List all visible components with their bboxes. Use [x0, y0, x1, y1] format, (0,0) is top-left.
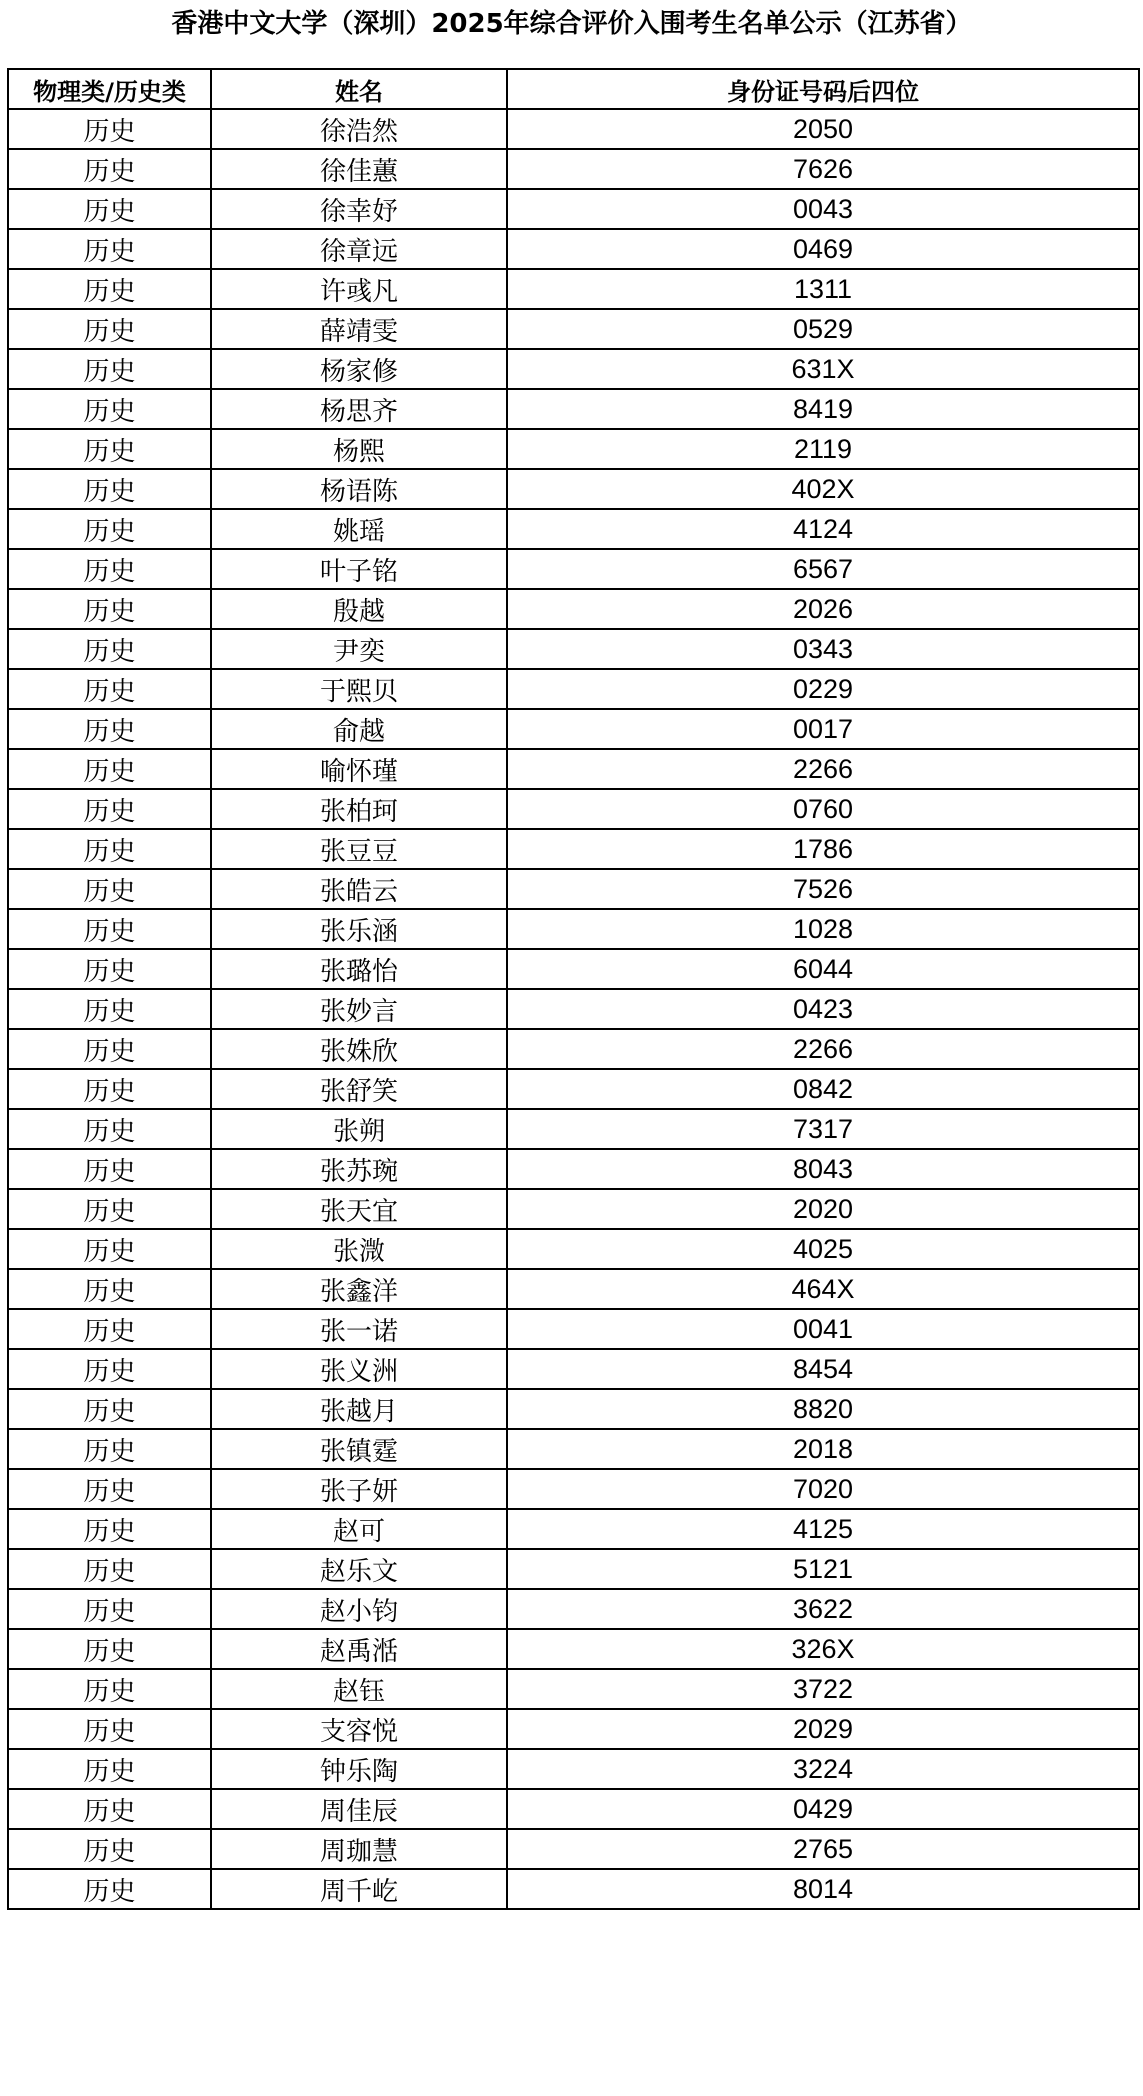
cell-subject-type: 历史 [8, 1589, 211, 1629]
cell-name: 徐佳蕙 [211, 149, 507, 189]
cell-id-last-four: 0423 [507, 989, 1139, 1029]
cell-name: 张苏琬 [211, 1149, 507, 1189]
cell-id-last-four: 631X [507, 349, 1139, 389]
table-row [8, 1229, 1139, 1269]
cell-subject-type: 历史 [8, 1869, 211, 1909]
cell-subject-type: 历史 [8, 1269, 211, 1309]
header-id-last-four: 身份证号码后四位 [507, 69, 1139, 109]
cell-name: 徐章远 [211, 229, 507, 269]
table-row [8, 1269, 1139, 1309]
table-row [8, 829, 1139, 869]
table-row [8, 1509, 1139, 1549]
cell-name: 张柏珂 [211, 789, 507, 829]
cell-name: 薛靖雯 [211, 309, 507, 349]
table-row [8, 109, 1139, 149]
cell-name: 张璐怡 [211, 949, 507, 989]
cell-name: 徐浩然 [211, 109, 507, 149]
cell-subject-type: 历史 [8, 1229, 211, 1269]
table-row [8, 349, 1139, 389]
cell-subject-type: 历史 [8, 1389, 211, 1429]
cell-subject-type: 历史 [8, 1069, 211, 1109]
cell-id-last-four: 7020 [507, 1469, 1139, 1509]
cell-subject-type: 历史 [8, 949, 211, 989]
cell-name: 支容悦 [211, 1709, 507, 1749]
cell-id-last-four: 0760 [507, 789, 1139, 829]
cell-name: 尹奕 [211, 629, 507, 669]
cell-id-last-four: 0041 [507, 1309, 1139, 1349]
table-row [8, 229, 1139, 269]
table-row [8, 669, 1139, 709]
cell-name: 张乐涵 [211, 909, 507, 949]
cell-id-last-four: 2026 [507, 589, 1139, 629]
cell-name: 赵可 [211, 1509, 507, 1549]
cell-name: 张天宜 [211, 1189, 507, 1229]
cell-id-last-four: 6567 [507, 549, 1139, 589]
cell-name: 周珈慧 [211, 1829, 507, 1869]
table-row [8, 1029, 1139, 1069]
cell-id-last-four: 2266 [507, 1029, 1139, 1069]
table-row [8, 1149, 1139, 1189]
cell-id-last-four: 326X [507, 1629, 1139, 1669]
cell-id-last-four: 402X [507, 469, 1139, 509]
cell-subject-type: 历史 [8, 1189, 211, 1229]
table-row [8, 629, 1139, 669]
cell-subject-type: 历史 [8, 629, 211, 669]
cell-subject-type: 历史 [8, 549, 211, 589]
cell-id-last-four: 464X [507, 1269, 1139, 1309]
table-row [8, 1109, 1139, 1149]
cell-name: 杨语陈 [211, 469, 507, 509]
cell-id-last-four: 2020 [507, 1189, 1139, 1229]
cell-subject-type: 历史 [8, 1509, 211, 1549]
cell-subject-type: 历史 [8, 309, 211, 349]
cell-name: 许彧凡 [211, 269, 507, 309]
cell-subject-type: 历史 [8, 149, 211, 189]
cell-id-last-four: 5121 [507, 1549, 1139, 1589]
cell-name: 周佳辰 [211, 1789, 507, 1829]
table-row [8, 469, 1139, 509]
table-row [8, 589, 1139, 629]
cell-subject-type: 历史 [8, 589, 211, 629]
cell-name: 赵禹湉 [211, 1629, 507, 1669]
table-row [8, 1389, 1139, 1429]
cell-id-last-four: 3224 [507, 1749, 1139, 1789]
cell-subject-type: 历史 [8, 1789, 211, 1829]
cell-name: 俞越 [211, 709, 507, 749]
cell-subject-type: 历史 [8, 1029, 211, 1069]
cell-id-last-four: 4125 [507, 1509, 1139, 1549]
table-row [8, 869, 1139, 909]
cell-subject-type: 历史 [8, 349, 211, 389]
cell-name: 张朔 [211, 1109, 507, 1149]
table-row [8, 1869, 1139, 1909]
cell-name: 张溦 [211, 1229, 507, 1269]
cell-name: 张义洲 [211, 1349, 507, 1389]
table-row [8, 309, 1139, 349]
cell-id-last-four: 2018 [507, 1429, 1139, 1469]
cell-name: 赵钰 [211, 1669, 507, 1709]
table-row [8, 749, 1139, 789]
cell-subject-type: 历史 [8, 1429, 211, 1469]
table-row [8, 1709, 1139, 1749]
cell-subject-type: 历史 [8, 509, 211, 549]
table-row [8, 989, 1139, 1029]
cell-name: 赵小钧 [211, 1589, 507, 1629]
cell-subject-type: 历史 [8, 749, 211, 789]
cell-subject-type: 历史 [8, 709, 211, 749]
table-row [8, 1429, 1139, 1469]
cell-subject-type: 历史 [8, 1749, 211, 1789]
cell-id-last-four: 0469 [507, 229, 1139, 269]
cell-id-last-four: 6044 [507, 949, 1139, 989]
cell-subject-type: 历史 [8, 829, 211, 869]
cell-name: 张皓云 [211, 869, 507, 909]
cell-id-last-four: 4025 [507, 1229, 1139, 1269]
cell-id-last-four: 0043 [507, 189, 1139, 229]
cell-id-last-four: 7317 [507, 1109, 1139, 1149]
cell-name: 周千屹 [211, 1869, 507, 1909]
cell-id-last-four: 0229 [507, 669, 1139, 709]
cell-id-last-four: 8043 [507, 1149, 1139, 1189]
table-row [8, 1189, 1139, 1229]
table-row [8, 1549, 1139, 1589]
table-row [8, 1789, 1139, 1829]
cell-name: 张子妍 [211, 1469, 507, 1509]
cell-subject-type: 历史 [8, 1629, 211, 1669]
cell-name: 杨熙 [211, 429, 507, 469]
cell-name: 姚瑶 [211, 509, 507, 549]
table-row [8, 789, 1139, 829]
header-name: 姓名 [211, 69, 507, 109]
cell-subject-type: 历史 [8, 1309, 211, 1349]
cell-id-last-four: 8014 [507, 1869, 1139, 1909]
cell-subject-type: 历史 [8, 1349, 211, 1389]
cell-name: 张镇霆 [211, 1429, 507, 1469]
cell-id-last-four: 4124 [507, 509, 1139, 549]
table-row [8, 1829, 1139, 1869]
cell-name: 杨家修 [211, 349, 507, 389]
table-row [8, 1469, 1139, 1509]
header-subject-type: 物理类/历史类 [8, 69, 211, 109]
cell-subject-type: 历史 [8, 789, 211, 829]
cell-name: 杨思齐 [211, 389, 507, 429]
cell-name: 殷越 [211, 589, 507, 629]
table-row [8, 949, 1139, 989]
table-body [8, 109, 1139, 1909]
cell-id-last-four: 0842 [507, 1069, 1139, 1109]
cell-id-last-four: 7626 [507, 149, 1139, 189]
cell-name: 于熙贝 [211, 669, 507, 709]
cell-subject-type: 历史 [8, 229, 211, 269]
cell-id-last-four: 2029 [507, 1709, 1139, 1749]
cell-id-last-four: 0017 [507, 709, 1139, 749]
cell-subject-type: 历史 [8, 1469, 211, 1509]
cell-id-last-four: 0529 [507, 309, 1139, 349]
cell-subject-type: 历史 [8, 1829, 211, 1869]
table-row [8, 389, 1139, 429]
cell-subject-type: 历史 [8, 1109, 211, 1149]
table-row [8, 1749, 1139, 1789]
table-row [8, 1589, 1139, 1629]
cell-name: 张舒笑 [211, 1069, 507, 1109]
table-row [8, 429, 1139, 469]
cell-id-last-four: 3722 [507, 1669, 1139, 1709]
cell-subject-type: 历史 [8, 109, 211, 149]
cell-name: 喻怀瑾 [211, 749, 507, 789]
candidate-table [7, 68, 1140, 1910]
cell-name: 叶子铭 [211, 549, 507, 589]
cell-name: 钟乐陶 [211, 1749, 507, 1789]
cell-name: 张鑫洋 [211, 1269, 507, 1309]
cell-id-last-four: 2119 [507, 429, 1139, 469]
cell-subject-type: 历史 [8, 1709, 211, 1749]
page-title: 香港中文大学（深圳）2025年综合评价入围考生名单公示（江苏省） [171, 9, 972, 39]
cell-name: 徐幸妤 [211, 189, 507, 229]
cell-name: 张姝欣 [211, 1029, 507, 1069]
table-row [8, 269, 1139, 309]
cell-id-last-four: 8419 [507, 389, 1139, 429]
cell-id-last-four: 0429 [507, 1789, 1139, 1829]
table-row [8, 549, 1139, 589]
cell-id-last-four: 0343 [507, 629, 1139, 669]
table-row [8, 509, 1139, 549]
cell-subject-type: 历史 [8, 909, 211, 949]
cell-subject-type: 历史 [8, 469, 211, 509]
cell-subject-type: 历史 [8, 389, 211, 429]
cell-id-last-four: 8454 [507, 1349, 1139, 1389]
cell-id-last-four: 2765 [507, 1829, 1139, 1869]
cell-subject-type: 历史 [8, 989, 211, 1029]
cell-id-last-four: 1028 [507, 909, 1139, 949]
cell-subject-type: 历史 [8, 1669, 211, 1709]
table-row [8, 1309, 1139, 1349]
table-row [8, 909, 1139, 949]
table-row [8, 149, 1139, 189]
table-row [8, 1069, 1139, 1109]
cell-subject-type: 历史 [8, 269, 211, 309]
cell-id-last-four: 8820 [507, 1389, 1139, 1429]
cell-name: 张越月 [211, 1389, 507, 1429]
cell-id-last-four: 7526 [507, 869, 1139, 909]
cell-id-last-four: 3622 [507, 1589, 1139, 1629]
table-row [8, 1629, 1139, 1669]
cell-name: 张一诺 [211, 1309, 507, 1349]
cell-id-last-four: 2050 [507, 109, 1139, 149]
cell-name: 赵乐文 [211, 1549, 507, 1589]
cell-id-last-four: 2266 [507, 749, 1139, 789]
cell-name: 张豆豆 [211, 829, 507, 869]
cell-id-last-four: 1311 [507, 269, 1139, 309]
cell-id-last-four: 1786 [507, 829, 1139, 869]
table-row [8, 1349, 1139, 1389]
table-header-row [8, 69, 1139, 109]
cell-subject-type: 历史 [8, 189, 211, 229]
cell-name: 张妙言 [211, 989, 507, 1029]
table-row [8, 189, 1139, 229]
table-row [8, 1669, 1139, 1709]
cell-subject-type: 历史 [8, 669, 211, 709]
cell-subject-type: 历史 [8, 1149, 211, 1189]
cell-subject-type: 历史 [8, 1549, 211, 1589]
cell-subject-type: 历史 [8, 869, 211, 909]
table-row [8, 709, 1139, 749]
cell-subject-type: 历史 [8, 429, 211, 469]
